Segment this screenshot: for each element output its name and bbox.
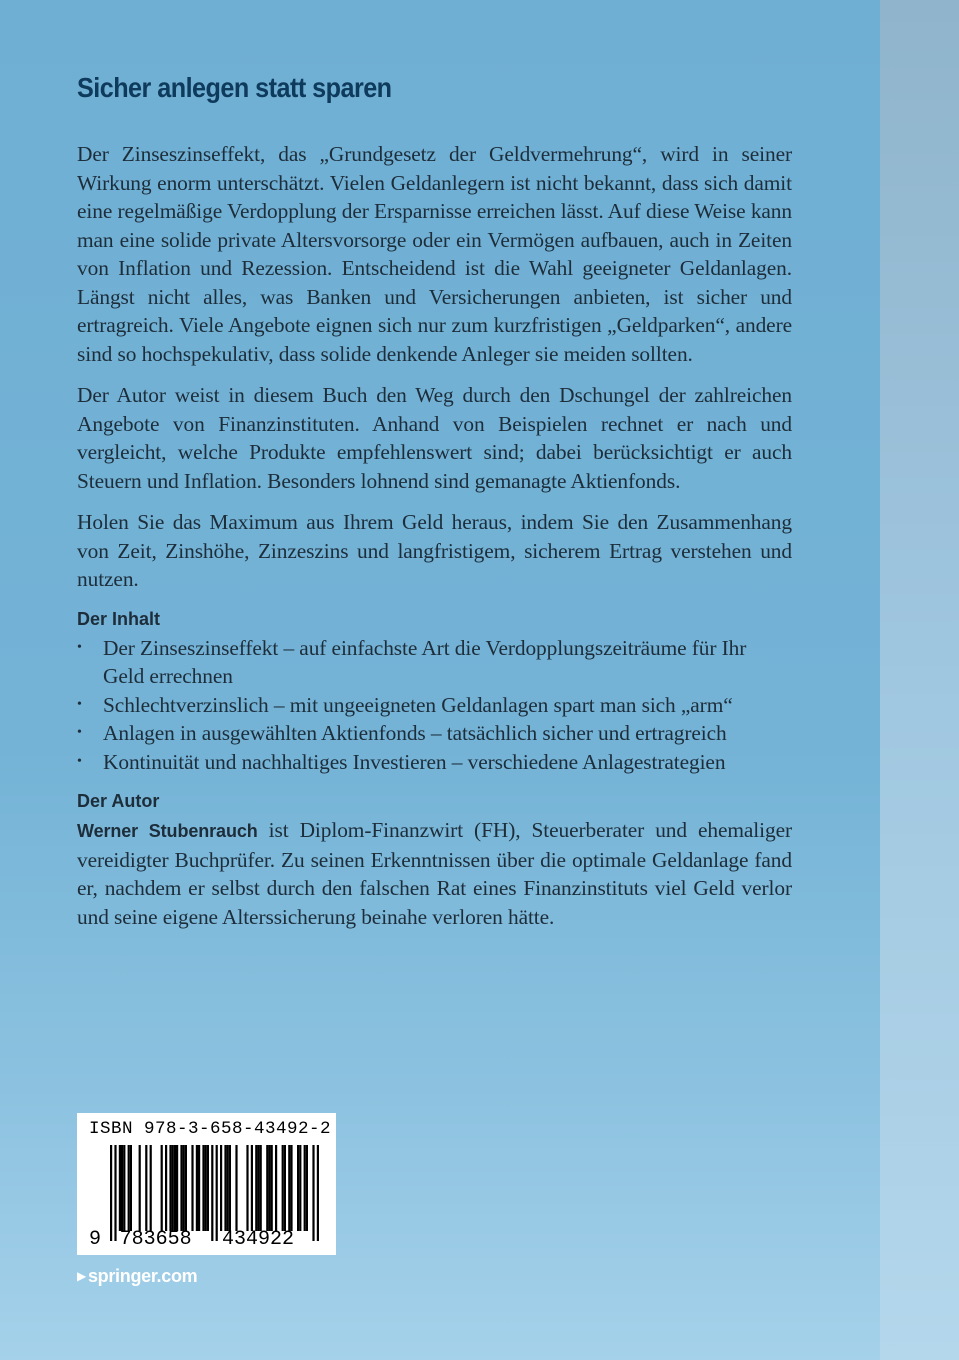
author-bio	[77, 816, 792, 931]
barcode-bar	[271, 1145, 273, 1231]
barcode-bar	[176, 1145, 178, 1231]
spine-edge	[880, 0, 959, 1360]
barcode-bar	[268, 1145, 270, 1231]
barcode-bar	[266, 1145, 268, 1231]
play-arrow-icon: ▶	[77, 1269, 86, 1283]
barcode-bar	[306, 1145, 308, 1231]
back-cover-content	[77, 72, 792, 944]
barcode-bar	[123, 1145, 125, 1231]
barcode-bar	[211, 1145, 213, 1241]
barcode-bar	[290, 1145, 292, 1231]
barcode-bar	[128, 1145, 130, 1231]
barcode-bar	[172, 1145, 174, 1231]
isbn-barcode	[77, 1113, 336, 1255]
list-item: • Schlechtverzinslich – mit ungeeigneten Geldanlagen spart man sich „arm“	[77, 691, 792, 720]
barcode-bar	[227, 1145, 229, 1231]
barcode-bar	[317, 1145, 319, 1241]
barcode-bar	[288, 1145, 290, 1231]
barcode-bar	[312, 1145, 314, 1241]
barcode-bar	[299, 1145, 301, 1231]
barcode-bar	[257, 1145, 259, 1231]
publisher-link[interactable]: ▶ springer.com	[77, 1266, 198, 1286]
barcode-bar	[246, 1145, 248, 1231]
barcode-bar	[119, 1145, 121, 1231]
barcode-bar	[229, 1145, 231, 1231]
barcode-bar	[180, 1145, 182, 1231]
barcode-bar	[202, 1145, 204, 1231]
list-item: • Anlagen in ausgewählten Aktienfonds – tatsächlich sicher und ertragreich	[77, 719, 792, 748]
barcode-bar	[284, 1145, 286, 1231]
barcode-bar	[114, 1145, 116, 1241]
description-paragraph-1: Der Zinseszinseffekt, das „Grundgesetz der Geldvermehrung“, wird in seiner Wirkung enorm unterschätzt. Vielen Geldanlegern ist nicht bekannt, dass sich damit eine regelmäßige Verdopplung der Ersparnisse erreichen lässt. Auf diese Weise kann man eine solide private Altersvorsorge oder ein Vermögen aufbauen, auch in Zeiten von Inflation und Rezession. Entscheidend ist die Wahl geeigneter Geldanlagen. Längst nicht alles, was Banken und Versicherungen anbieten, ist sicher und ertragreich. Viele Angebote eignen sich nur zum kurzfristigen „Geldparken“, andere sind so hochspekulativ, dass solide denkende Anleger sie meiden sollten.	[77, 142, 792, 366]
author-bio-text: ist Diplom-Finanzwirt (FH), Steuerberater und ehemaliger vereidigter Buchprüfer. Zu seinen Erkenntnissen über die optimale Geldanlage fand er, nachdem er selbst durch den falschen Rat eines Finanzinstituts viel Geld verlor und seine eigene Alterssicherung beinahe verloren hätte.	[77, 818, 793, 929]
barcode-digits: 434922	[222, 1228, 295, 1251]
barcode-bar	[260, 1145, 262, 1231]
barcode-bar	[282, 1145, 284, 1231]
barcode-bar	[304, 1145, 306, 1231]
barcode-bar	[205, 1145, 207, 1231]
barcode-bar	[145, 1145, 147, 1231]
list-item: • Kontinuität und nachhaltiges Investieren – verschiedene Anlagestrategien	[77, 748, 792, 777]
barcode-bar	[185, 1145, 187, 1231]
barcode-bar	[196, 1145, 198, 1231]
isbn-label: ISBN 978-3-658-43492-2	[89, 1119, 332, 1139]
list-item: • Der Zinseszinseffekt – auf einfachste Art die Verdopplungszeiträume für Ihr Geld errechnen	[77, 635, 747, 688]
barcode-bar	[110, 1145, 112, 1241]
contents-heading: Der Inhalt	[77, 608, 161, 629]
barcode-bar	[216, 1145, 218, 1241]
bullet-icon: •	[77, 725, 82, 740]
barcode-bar	[207, 1145, 209, 1231]
barcode-bar	[183, 1145, 185, 1231]
barcode-bar	[169, 1145, 171, 1231]
barcode-bar	[139, 1145, 141, 1231]
description-paragraph-3: Holen Sie das Maximum aus Ihrem Geld heraus, indem Sie den Zusammenhang von Zeit, Zinshöhe, Zinzeszins und langfristigem, sicherem Ertrag verstehen und nutzen.	[77, 510, 792, 591]
barcode-digits: 783658	[119, 1228, 192, 1251]
book-title: Sicher anlegen statt sparen	[77, 72, 392, 103]
barcode-bar	[251, 1145, 253, 1231]
barcode-bar	[191, 1145, 193, 1231]
bullet-icon: •	[77, 639, 82, 655]
barcode-bar	[235, 1145, 237, 1231]
bullet-icon: •	[77, 753, 82, 769]
barcode-bar	[174, 1145, 176, 1231]
barcode-digits: 9	[89, 1228, 102, 1251]
barcode-image	[77, 1113, 336, 1255]
author-heading: Der Autor	[77, 791, 160, 811]
barcode-bar	[220, 1145, 222, 1231]
barcode-bar	[255, 1145, 257, 1231]
barcode-bar	[130, 1145, 132, 1231]
barcode-bar	[161, 1145, 163, 1231]
barcode-bar	[275, 1145, 277, 1231]
contents-list	[77, 634, 792, 777]
barcode-bar	[198, 1145, 200, 1231]
barcode-bar	[224, 1145, 226, 1231]
barcode-bar	[150, 1145, 152, 1231]
barcode-bar	[297, 1145, 299, 1231]
barcode-bar	[121, 1145, 123, 1231]
barcode-bar	[165, 1145, 167, 1231]
author-name: Werner Stubenrauch	[77, 821, 258, 841]
description-paragraph-2: Der Autor weist in diesem Buch den Weg durch den Dschungel der zahlreichen Angebote von Finanzinstituten. Anhand von Beispielen rechnet er nach und vergleicht, welche Produkte empfehlenswert sind; dabei berücksichtigt er auch Steuern und Inflation. Besonders lohnend sind gemanagte Aktienfonds.	[77, 383, 792, 493]
bullet-icon: •	[77, 696, 82, 712]
